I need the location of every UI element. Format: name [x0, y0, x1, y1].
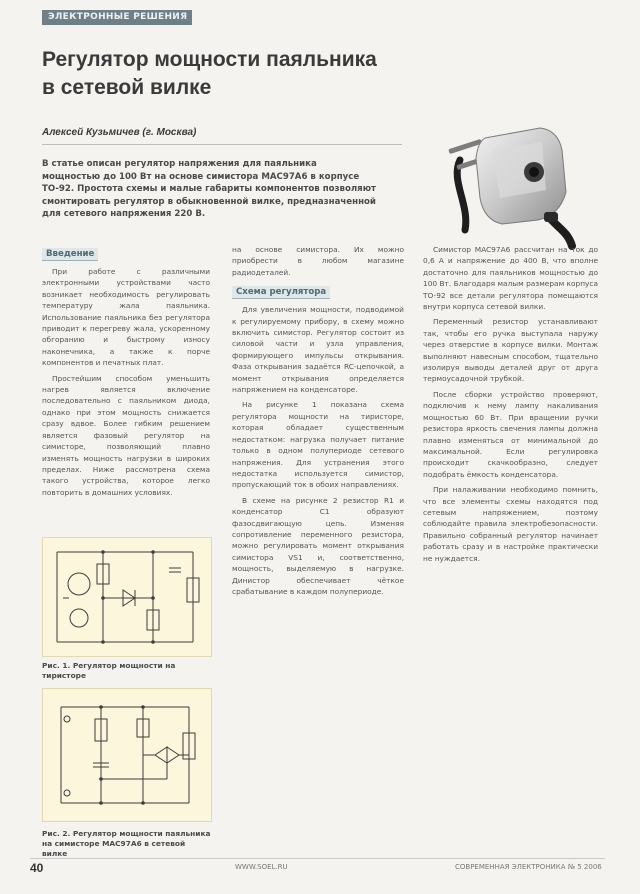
- heading-intro: Введение: [42, 248, 98, 261]
- paragraph: В схеме на рисунке 2 резистор R1 и конденсатор C1 образуют фазосдвигающую цепь. Изменяя сопротивление переменного резистора, можно регулировать момент открывания симистора VS1 и, соответственно, мощность, выделяемую в нагрузке. Динистор обеспечивает чёткое срабатывание в каждом полупериоде.: [232, 495, 404, 596]
- figure-1-caption: Рис. 1. Регулятор мощности на тиристоре: [42, 661, 176, 680]
- heading-scheme: Схема регулятора: [232, 286, 330, 299]
- text-column-3: [423, 244, 598, 568]
- footer-website: WWW.SOEL.RU: [235, 863, 288, 871]
- paragraph: Для увеличения мощности, подводимой к регулируемому прибору, в схему можно включить симистор. Регулятор состоит из силовой части и узла управления, формирующего импульсы открывания. Фаза открывания задаётся RC-цепочкой, а момент открывания определяется напряжением на конденсаторе.: [232, 305, 404, 395]
- paragraph: Симистор MAC97A6 рассчитан на ток до 0,6 А и напряжение до 400 В, что вполне достаточно для паяльников мощностью до 100 Вт. Благодаря малым размерам корпуса TO-92 все детали регулятора помещаются внутри корпуса сетевой вилки.: [423, 245, 598, 312]
- page-footer: [30, 858, 605, 875]
- article-author: Алексей Кузьмичев (г. Москва): [42, 127, 402, 145]
- title-line-2: в сетевой вилке: [42, 76, 212, 99]
- text-column-2: [232, 244, 404, 601]
- plug-photo: [440, 120, 590, 250]
- title-line-1: Регулятор мощности паяльника: [42, 48, 377, 71]
- paragraph: После сборки устройство проверяют, подключив к нему лампу накаливания мощностью 60 Вт. При вращении ручки резистора яркость свечения лампы должна плавно изменяться от минимальной до максимальной. Если регулировка происходит скачкообразно, следует подобрать ёмкость конденсатора.: [423, 389, 598, 479]
- paragraph: на основе симистора. Их можно приобрести в любом магазине радиодеталей.: [232, 245, 404, 277]
- section-rubric: ЭЛЕКТРОННЫЕ РЕШЕНИЯ: [42, 10, 192, 25]
- paragraph: Простейшим способом уменьшить нагрев является включение последовательно с паяльником диода, однако при этом мощность снижается сразу вдвое. Более гибким решением является фазовый регулятор на симисторе, позволяющий плавно изменять мощность нагрузки в широких пределах. Ниже рассмотрена схема такого устройства, которое легко повторить в домашних условиях.: [42, 373, 210, 497]
- text-column-1: [42, 244, 210, 502]
- article-title: [42, 46, 422, 102]
- paragraph: При налаживании необходимо помнить, что все элементы схемы находятся под сетевым напряжением, поэтому соблюдайте правила электробезопасности. Правильно собранный регулятор начинает работать сразу и в настройке практически не нуждается.: [423, 485, 598, 563]
- article-lead: В статье описан регулятор напряжения для паяльника мощностью до 100 Вт на основе симистора MAC97A6 в корпусе TO-92. Простота схемы и малые габариты компонентов позволяют смонтировать регулятор в обыкновенной вилке, предназначенной для сетевого напряжения 220 В.: [42, 159, 377, 220]
- footer-magazine-issue: СОВРЕМЕННАЯ ЭЛЕКТРОНИКА № 5 2006: [455, 863, 602, 871]
- paragraph: Переменный резистор устанавливают так, чтобы его ручка выступала наружу через отверстие в корпусе вилки. Монтаж выполняют навесным способом, тщательно изолируя выводы деталей друг от друга термоусадочной трубкой.: [423, 317, 598, 384]
- paragraph: На рисунке 1 показана схема регулятора мощности на тиристоре, которая обладает существенным недостатком: нагрузка получает питание только в одном полупериоде сетевого напряжения. Для устранения этого недостатка используется симистор, пропускающий ток в обоих направлениях.: [232, 400, 404, 490]
- paragraph: При работе с различными электронными устройствами часто возникает необходимость регулировать температуру жала паяльника. Использование паяльника без регулятора приводит к перегреву жала, ускоренному обгоранию и быстрому износу наконечника, а также к порче компонентов и печатных плат.: [42, 267, 210, 368]
- figure-2-caption: Рис. 2. Регулятор мощности паяльника на симисторе MAC97A6 в сетевой вилке: [42, 829, 211, 858]
- page-number: 40: [30, 861, 44, 875]
- figure-1-schematic: [42, 537, 212, 657]
- figure-2-schematic: [42, 688, 212, 822]
